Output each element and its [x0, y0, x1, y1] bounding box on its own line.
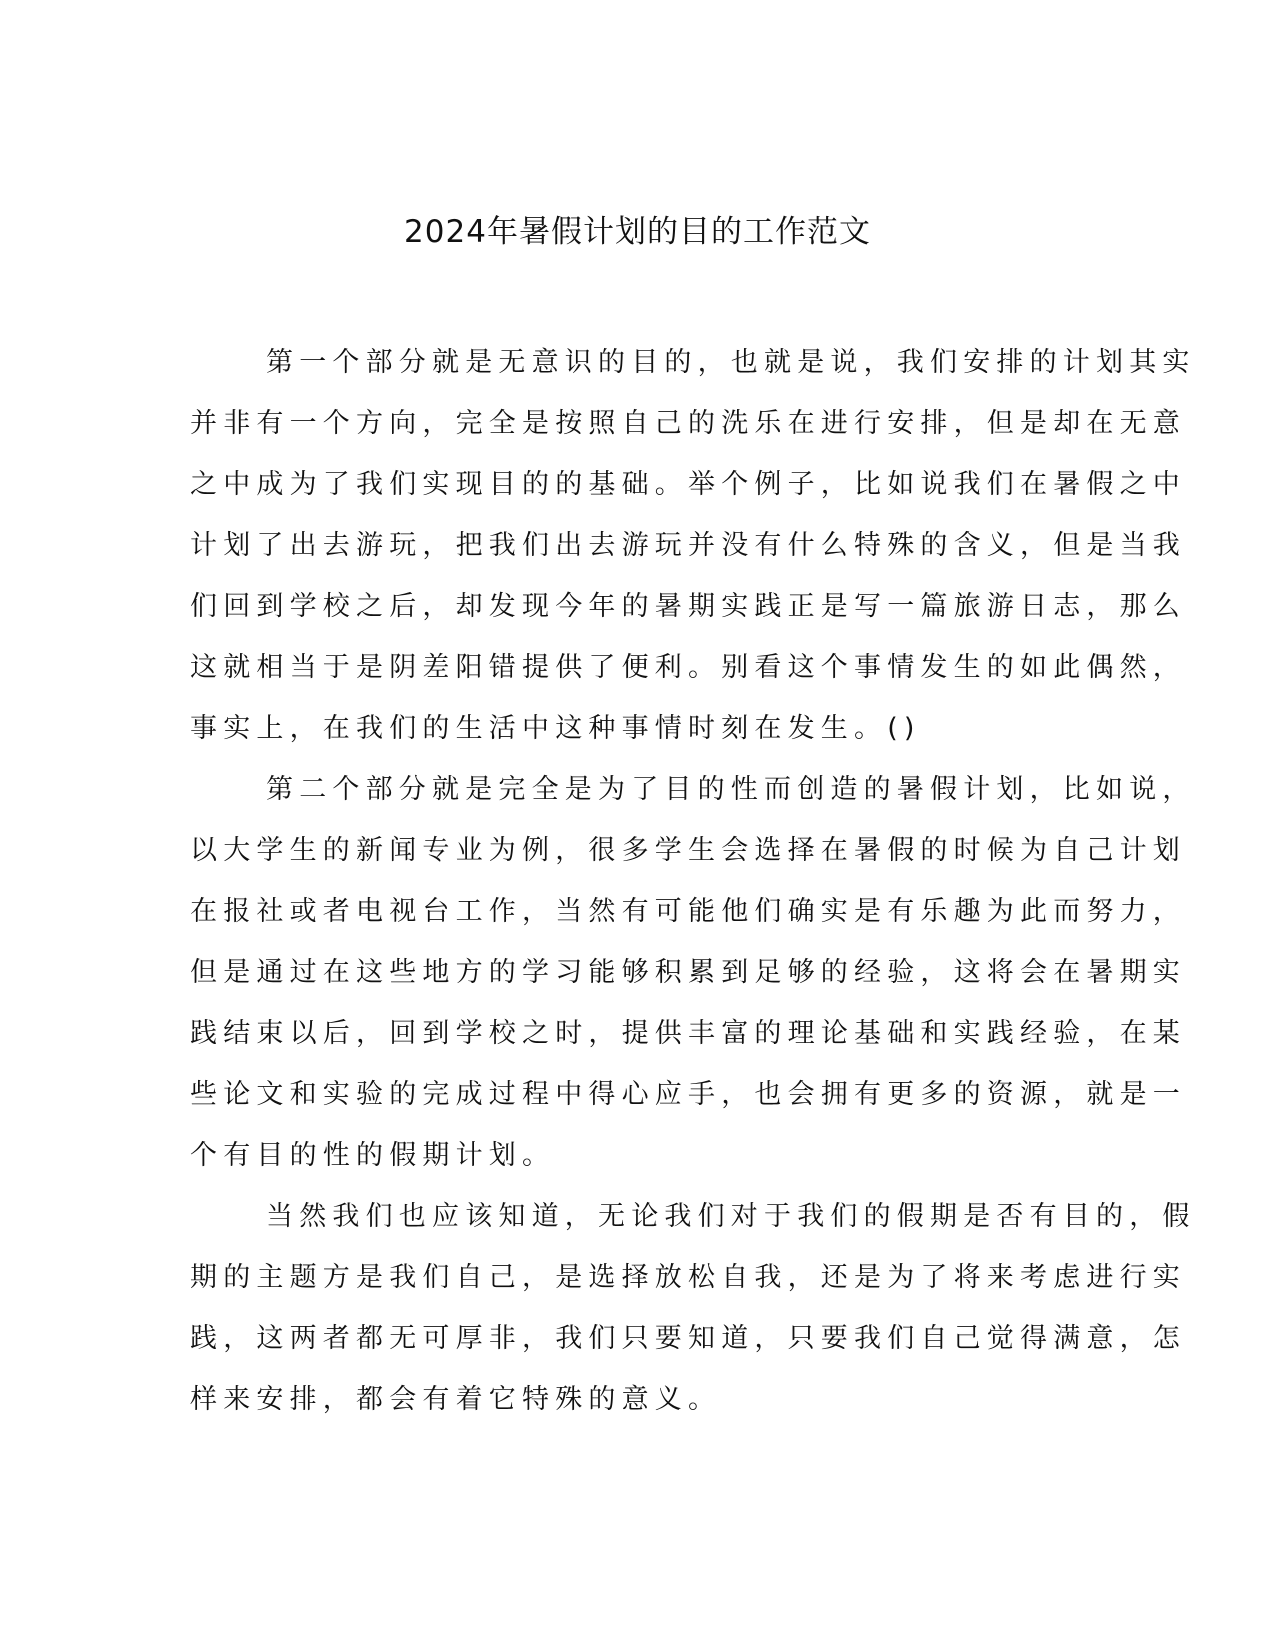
- body-line: 这就相当于是阴差阳错提供了便利。别看这个事情发生的如此偶然，: [190, 652, 1186, 683]
- document-body: [190, 332, 1196, 1430]
- body-line: 在报社或者电视台工作，当然有可能他们确实是有乐趣为此而努力，: [190, 896, 1186, 927]
- body-line: 个有目的性的假期计划。: [190, 1140, 556, 1171]
- body-line: 践结束以后，回到学校之时，提供丰富的理论基础和实践经验，在某: [190, 1018, 1186, 1049]
- body-line: 们回到学校之后，却发现今年的暑期实践正是写一篇旅游日志，那么: [190, 591, 1186, 622]
- body-line: 第二个部分就是完全是为了目的性而创造的暑假计划，比如说，: [266, 774, 1196, 805]
- body-line: 但是通过在这些地方的学习能够积累到足够的经验，这将会在暑期实: [190, 957, 1186, 988]
- body-line: 些论文和实验的完成过程中得心应手，也会拥有更多的资源，就是一: [190, 1079, 1186, 1110]
- body-line: 当然我们也应该知道，无论我们对于我们的假期是否有目的，假: [266, 1201, 1196, 1232]
- body-line: 之中成为了我们实现目的的基础。举个例子，比如说我们在暑假之中: [190, 469, 1186, 500]
- body-line: 践，这两者都无可厚非，我们只要知道，只要我们自己觉得满意，怎: [190, 1323, 1186, 1354]
- body-line: 事实上，在我们的生活中这种事情时刻在发生。(): [190, 713, 921, 744]
- body-line: 第一个部分就是无意识的目的，也就是说，我们安排的计划其实: [266, 347, 1196, 378]
- body-line: 以大学生的新闻专业为例，很多学生会选择在暑假的时候为自己计划: [190, 835, 1186, 866]
- body-line: 样来安排，都会有着它特殊的意义。: [190, 1384, 722, 1415]
- body-line: 期的主题方是我们自己，是选择放松自我，还是为了将来考虑进行实: [190, 1262, 1186, 1293]
- body-line: 并非有一个方向，完全是按照自己的洗乐在进行安排，但是却在无意: [190, 408, 1186, 439]
- document-title: 2024年暑假计划的目的工作范文: [404, 214, 871, 250]
- body-line: 计划了出去游玩，把我们出去游玩并没有什么特殊的含义，但是当我: [190, 530, 1186, 561]
